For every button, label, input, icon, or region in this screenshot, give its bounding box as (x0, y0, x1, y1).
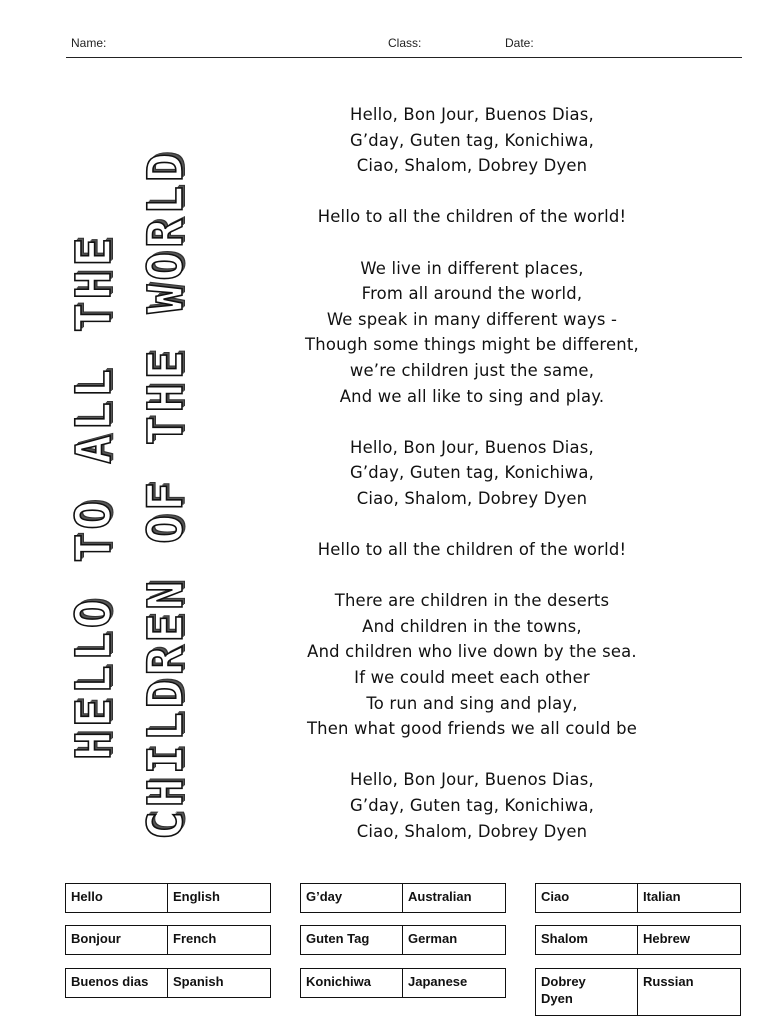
lyrics-line: G’day, Guten tag, Konichiwa, (349, 130, 595, 150)
lyrics-line: Ciao, Shalom, Dobrey Dyen (356, 821, 588, 841)
table-row (535, 925, 741, 955)
language-cell: Japanese (408, 974, 468, 989)
lyrics-line: Hello to all the children of the world! (317, 207, 627, 227)
language-cell: Hebrew (643, 931, 690, 946)
title-line-2: CHILDREN OF THE WORLD (138, 149, 194, 840)
greeting-cell: Konichiwa (301, 969, 403, 997)
greeting-cell: Bonjour (66, 926, 168, 954)
lyrics-line: From all around the world, (361, 284, 583, 304)
lyrics-line: Ciao, Shalom, Dobrey Dyen (356, 488, 588, 508)
greeting-cell: Dobrey Dyen (536, 969, 638, 1015)
greeting-cell: Guten Tag (301, 926, 403, 954)
lyrics-stanza (270, 256, 674, 410)
lyrics-line: And children who live down by the sea. (307, 642, 637, 662)
lyrics-line: Though some things might be different, (305, 335, 639, 355)
language-cell: Russian (643, 974, 694, 989)
language-cell: French (173, 931, 217, 946)
lyrics-line: We speak in many different ways - (326, 309, 618, 329)
table-row (535, 968, 741, 1016)
greeting-cell: G’day (301, 884, 403, 912)
greeting-cell: Shalom (536, 926, 638, 954)
lyrics-line: And we all like to sing and play. (339, 386, 605, 406)
lyrics-line: And children in the towns, (362, 616, 582, 636)
lyrics-line: Hello, Bon Jour, Buenos Dias, (350, 770, 594, 790)
lyrics-stanza (270, 537, 674, 563)
table-row (300, 968, 506, 998)
greeting-cell: Buenos dias (66, 969, 168, 997)
lyrics-line: Hello, Bon Jour, Buenos Dias, (350, 437, 594, 457)
lyrics-stanza (270, 204, 674, 230)
table-row (535, 883, 741, 913)
lyrics-line: Ciao, Shalom, Dobrey Dyen (356, 156, 588, 176)
lyrics-line: Hello, Bon Jour, Buenos Dias, (350, 105, 594, 124)
title-line-1: HELLO TO ALL THE (66, 233, 122, 760)
language-cell: Italian (643, 889, 681, 904)
lyrics-stanza (270, 588, 674, 742)
lyrics-line: G’day, Guten tag, Konichiwa, (349, 796, 595, 816)
lyrics-line: G’day, Guten tag, Konichiwa, (349, 463, 595, 483)
lyrics-line: Hello to all the children of the world! (317, 540, 627, 560)
table-row (65, 883, 271, 913)
table-row (300, 883, 506, 913)
lyrics-stanza (270, 102, 674, 179)
table-row (65, 925, 271, 955)
language-cell: Australian (408, 889, 472, 904)
lyrics-line: There are children in the deserts (334, 591, 610, 611)
table-row (65, 968, 271, 998)
lyrics-line: we’re children just the same, (349, 360, 595, 380)
language-cell: German (408, 931, 458, 946)
lyrics-line: We live in different places, (360, 258, 584, 278)
lyrics-line: Then what good friends we all could be (306, 719, 638, 739)
language-cell: English (173, 889, 220, 904)
name-label: Name: (71, 36, 107, 50)
table-row (300, 925, 506, 955)
header-divider (66, 57, 742, 58)
song-lyrics (270, 102, 674, 844)
lyrics-line: To run and sing and play, (366, 693, 578, 713)
greeting-cell: Hello (66, 884, 168, 912)
lyrics-stanza (270, 435, 674, 512)
language-cell: Spanish (173, 974, 224, 989)
lyrics-line: If we could meet each other (354, 668, 590, 688)
lyrics-stanza (270, 767, 674, 844)
class-label: Class: (388, 36, 422, 50)
greeting-cell: Ciao (536, 884, 638, 912)
date-label: Date: (505, 36, 534, 50)
